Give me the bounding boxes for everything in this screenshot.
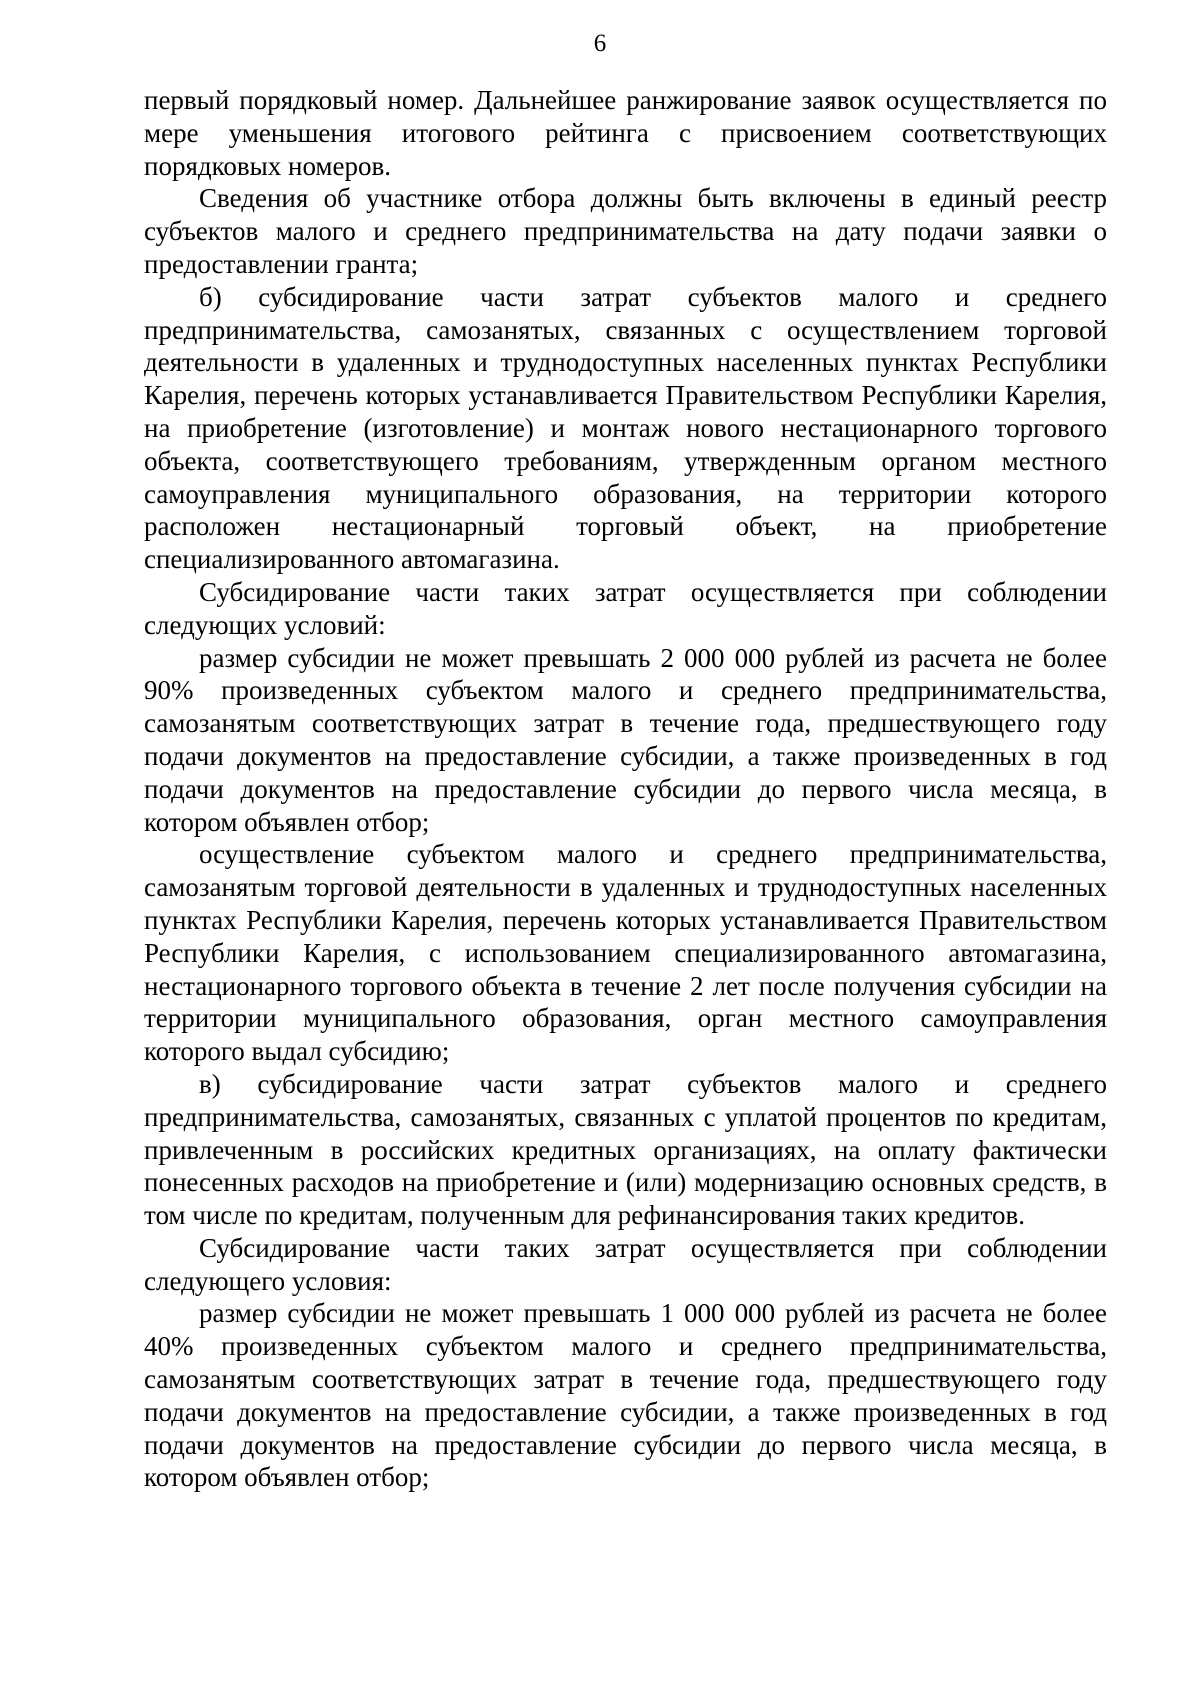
- paragraph-item-b-trade-subsidy: б) субсидирование части затрат субъектов малого и среднего предпринимательства, самозанятых, связанных с осуществлением торговой деятельности в удаленных и труднодоступных населенных пунктах Республики Карелия, перечень которых устанавливается Правительством Республики Карелия, на приобретение (изготовление) и монтаж нового нестационарного торгового объекта, соответствующего требованиям, утвержденным органом местного самоуправления муниципального образования, на территории которого расположен нестационарный торговый объект, на приобретение специализированного автомагазина.: [144, 281, 1107, 575]
- paragraph-subsidy-limit-40: размер субсидии не может превышать 1 000 000 рублей из расчета не более 40% произведенных субъектом малого и среднего предпринимательства, самозанятым соответствующих затрат в течение года, предшествующего году подачи документов на предоставление субсидии, а также произведенных в год подачи документов на предоставление субсидии до первого числа месяца, в котором объявлен отбор;: [144, 1298, 1107, 1493]
- paragraph-registry-requirement: Сведения об участнике отбора должны быть включены в единый реестр субъектов малого и среднего предпринимательства на дату подачи заявки о предоставлении гранта;: [144, 183, 1107, 279]
- paragraph-conditions-intro: Субсидирование части таких затрат осуществляется при соблюдении следующих условий:: [144, 576, 1107, 640]
- paragraph-ranking-continuation: первый порядковый номер. Дальнейшее ранжирование заявок осуществляется по мере уменьшения итогового рейтинга с присвоением соответствующих порядковых номеров.: [144, 85, 1107, 181]
- document-body: [144, 84, 1107, 1494]
- paragraph-subsidy-limit-90: размер субсидии не может превышать 2 000 000 рублей из расчета не более 90% произведенных субъектом малого и среднего предпринимательства, самозанятым соответствующих затрат в течение года, предшествующего году подачи документов на предоставление субсидии, а также произведенных в год подачи документов на предоставление субсидии до первого числа месяца, в котором объявлен отбор;: [144, 642, 1107, 837]
- paragraph-item-v-interest-subsidy: в) субсидирование части затрат субъектов малого и среднего предпринимательства, самозанятых, связанных с уплатой процентов по кредитам, привлеченным в российских кредитных организациях, на оплату фактически понесенных расходов на приобретение и (или) модернизацию основных средств, в том числе по кредитам, полученным для рефинансирования таких кредитов.: [144, 1068, 1107, 1231]
- paragraph-condition-intro: Субсидирование части таких затрат осуществляется при соблюдении следующего условия:: [144, 1232, 1107, 1296]
- paragraph-trade-obligation: осуществление субъектом малого и среднего предпринимательства, самозанятым торговой деятельности в удаленных и труднодоступных населенных пунктах Республики Карелия, перечень которых устанавливается Правительством Республики Карелия, с использованием специализированного автомагазина, нестационарного торгового объекта в течение 2 лет после получения субсидии на территории муниципального образования, орган местного самоуправления которого выдал субсидию;: [144, 839, 1107, 1067]
- page-number: 6: [593, 30, 607, 57]
